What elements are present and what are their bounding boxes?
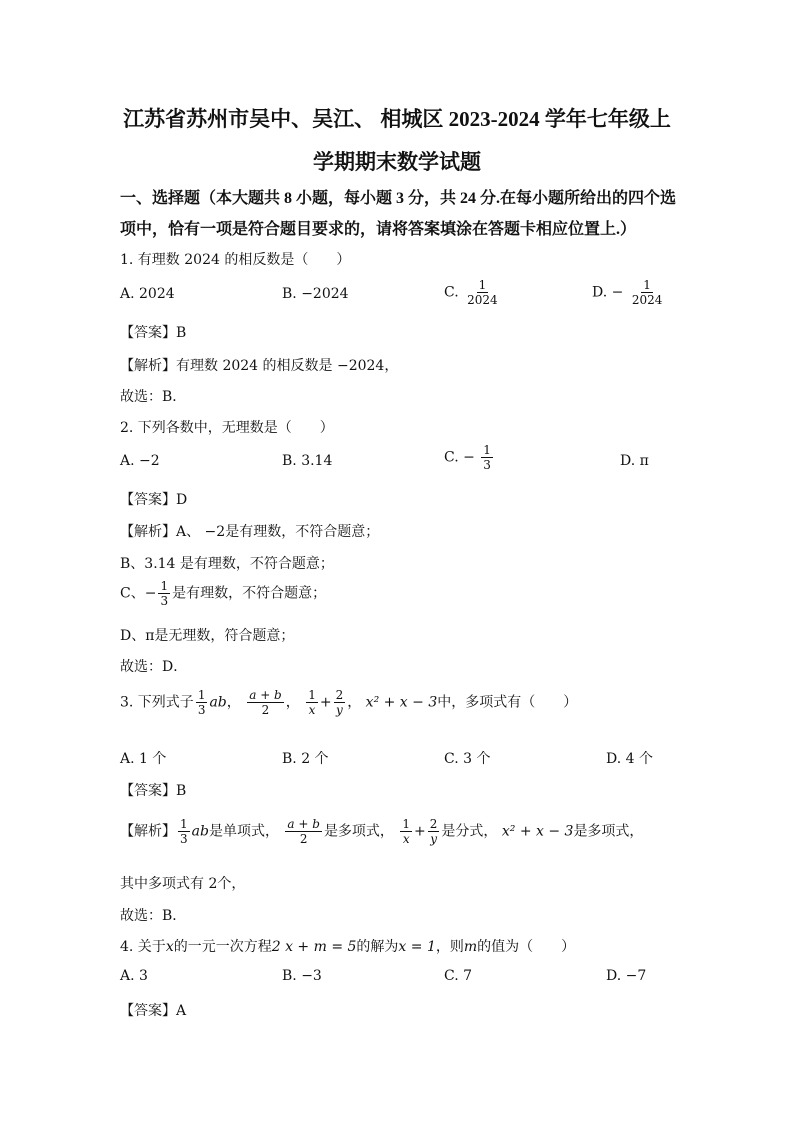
- q2-stem: 2. 下列各数中，无理数是（ ）: [120, 420, 334, 436]
- section-heading-line1: 一、选择题（本大题共 8 小题，每小题 3 分，共 24 分.在每小题所给出的四个选: [120, 190, 677, 207]
- q3-analysis-line2: 其中多项式有 2个，: [120, 876, 246, 892]
- q3-analysis-expr2: $\frac{a + b}{2}$: [287, 817, 320, 846]
- q2-option-c-fraction: $\frac{1}{3}$: [483, 443, 491, 472]
- q2-option-d: D. π: [620, 453, 649, 469]
- q2-option-c: C. − $\frac{1}{3}$: [444, 443, 491, 472]
- q2-analysis-d: D、π是无理数，符合题意；: [120, 628, 295, 644]
- q3-expr3a-fraction: $\frac{1}{x}$: [308, 688, 316, 717]
- q3-expr4: x² + x − 3: [365, 694, 438, 711]
- doc-title-line1: 江苏省苏州市吴中、吴江、 相城区 2023-2024 学年七年级上: [123, 107, 671, 131]
- section-heading-line2: 项中，恰有一项是符合题目要求的，请将答案填涂在答题卡相应位置上.）: [120, 221, 637, 238]
- q4-answer: 【答案】A: [120, 1003, 187, 1019]
- q2-analysis-c: C、− $\frac{1}{3}$ 是有理数，不符合题意；: [120, 579, 327, 608]
- q3-expr1-fraction: $\frac{1}{3}$: [197, 688, 206, 717]
- q2-option-b: B. 3.14: [282, 453, 333, 469]
- q4-option-b: B. −3: [282, 968, 322, 984]
- q3-analysis: 【解析】 $\frac{1}{3}$ ab是单项式， $\frac{a + b}{2}$ 是多项式， $\frac{1}{x}$ + $\frac{2}{y}$ 是分式， x² + x − 3是多项式，: [120, 817, 644, 846]
- q3-expr3b-fraction: $\frac{2}{y}$: [335, 688, 344, 717]
- q1-option-a: A. 2024: [120, 286, 175, 302]
- q3-option-d: D. 4 个: [606, 751, 653, 767]
- q3-answer: 【答案】B: [120, 783, 187, 799]
- q4-equation: 2 x + m = 5: [271, 939, 357, 955]
- q1-option-d-fraction: $\frac{1}{2024}$: [631, 278, 663, 307]
- q4-option-d: D. −7: [606, 968, 647, 984]
- q3-option-a: A. 1 个: [120, 751, 167, 767]
- q2-analysis-a: 【解析】A、 −2是有理数，不符合题意；: [120, 524, 380, 540]
- q3-analysis-expr1: $\frac{1}{3}$: [180, 817, 188, 846]
- q4-option-c: C. 7: [444, 968, 473, 984]
- q3-option-c: C. 3 个: [444, 751, 491, 767]
- q2-analysis-b: B、3.14 是有理数，不符合题意；: [120, 556, 334, 572]
- q4-stem: 4. 关于x的一元一次方程2 x + m = 5的解为x = 1，则m的值为（ ）: [120, 939, 576, 955]
- q1-conclusion: 故选：B．: [120, 389, 187, 405]
- q2-answer: 【答案】D: [120, 492, 188, 508]
- q1-option-d: D. − $\frac{1}{2024}$: [592, 278, 663, 307]
- q1-analysis: 【解析】有理数 2024 的相反数是 −2024，: [120, 358, 399, 374]
- q2-option-a: A. −2: [120, 453, 160, 469]
- q1-option-c-fraction: $\frac{1}{2024}$: [467, 278, 498, 307]
- q2-conclusion: 故选：D．: [120, 659, 188, 675]
- q3-conclusion: 故选：B．: [120, 908, 187, 924]
- q1-answer: 【答案】B: [120, 325, 187, 341]
- q1-option-b: B. −2024: [282, 286, 349, 302]
- q3-stem: 3. 下列式子 $\frac{1}{3}$ ab， $\frac{a + b}{2}$ ， $\frac{1}{x}$ + $\frac{2}{y}$ ， x² + x − 3中，多项式有（ ）: [120, 688, 578, 717]
- q2-analysis-fraction: $\frac{1}{3}$: [160, 579, 169, 608]
- q3-analysis-expr3b: $\frac{2}{y}$: [429, 817, 438, 846]
- q1-stem: 1. 有理数 2024 的相反数是（ ）: [120, 252, 351, 268]
- q4-solution: x = 1: [398, 939, 436, 955]
- q3-analysis-expr3a: $\frac{1}{x}$: [402, 817, 411, 846]
- q3-option-b: B. 2 个: [282, 751, 329, 767]
- q1-option-c: C. $\frac{1}{2024}$: [444, 278, 498, 307]
- q4-option-a: A. 3: [120, 968, 148, 984]
- q3-expr2-fraction: $\frac{a + b}{2}$: [249, 688, 282, 717]
- doc-title-line2: 学期期末数学试题: [313, 150, 481, 174]
